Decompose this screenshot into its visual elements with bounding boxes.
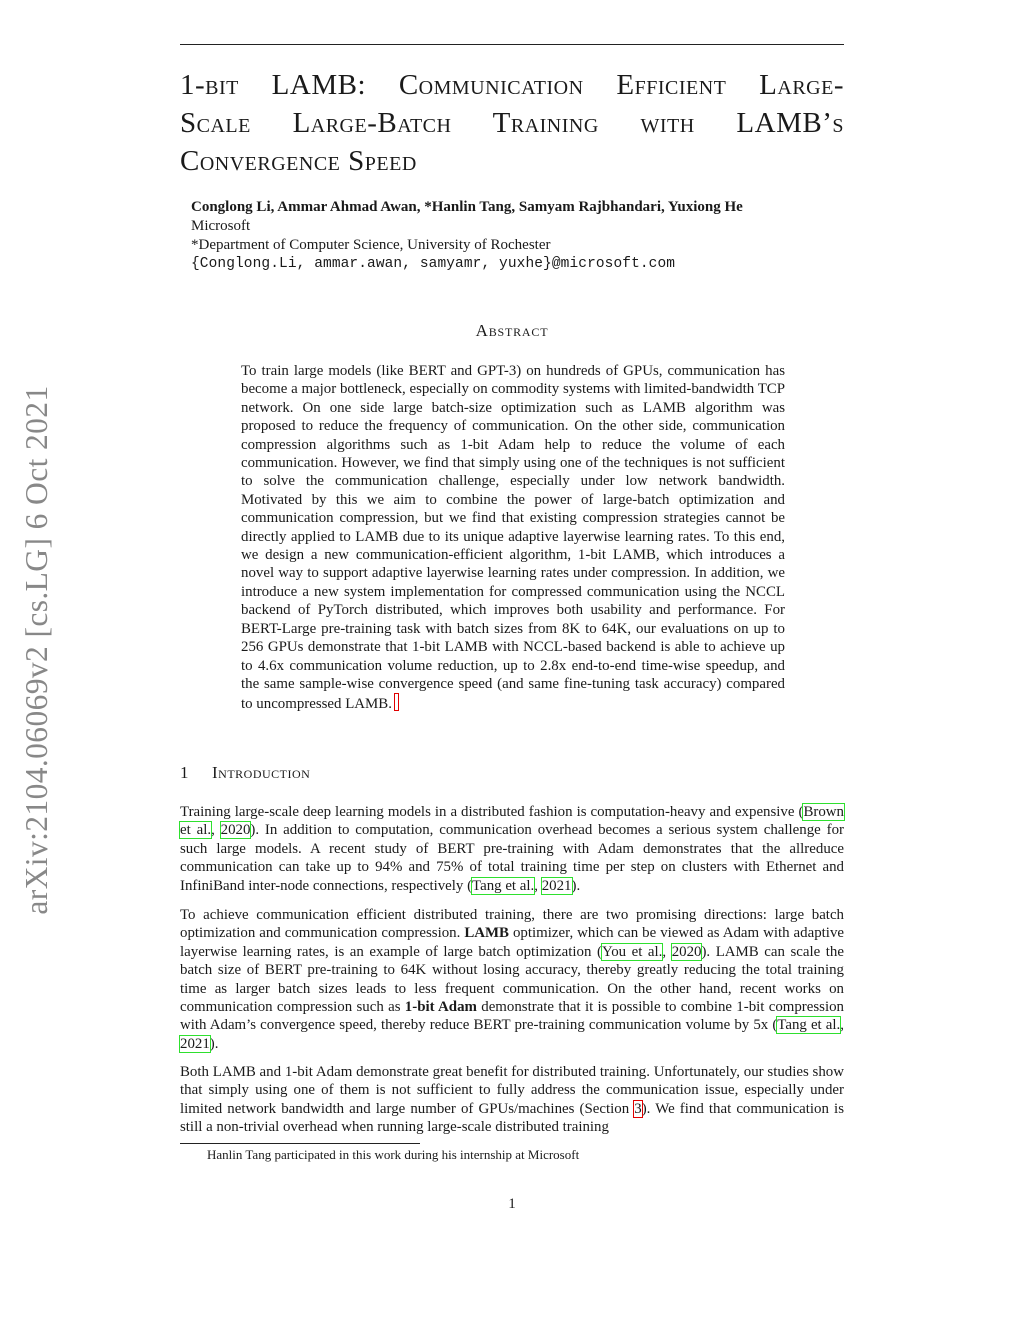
citation-link[interactable]: You et al. — [601, 943, 663, 960]
intro-paragraph-3 — [180, 1063, 844, 1137]
title-line-3: Convergence Speed — [180, 145, 417, 177]
text-run: optimizer, which can be viewed as Adam with adaptive layerwise learning rates, is an example of large batch optimization ( — [180, 925, 844, 960]
citation-link[interactable]: Tang et al. — [472, 877, 535, 894]
text-run: Both LAMB and 1-bit Adam demonstrate great benefit for distributed training. Unfortunately, our studies show that simply using one of them is not sufficient to fully address the communication issue, especially under limited network bandwidth and large number of GPUs/machines (Section — [180, 1064, 844, 1117]
text-run: ). — [209, 1035, 219, 1052]
text-run: ). We find that communication is still a non-trivial overhead when running large-scale distributed training — [180, 1100, 844, 1136]
top-rule — [180, 44, 844, 45]
text-run: ). In addition to computation, communication overhead becomes a serious system challenge for such large models. A recent study of BERT pre-training with Adam demonstrates that the allreduce communication can take up to 94% and 75% of total training time per step on clusters with Ethernet and InfiniBand inter-node connections, respectively ( — [180, 822, 844, 894]
section-reference-link[interactable]: 3 — [634, 1100, 642, 1117]
citation-link[interactable]: 2020 — [220, 822, 251, 839]
section-heading-introduction — [180, 763, 310, 783]
intro-paragraph-2 — [180, 906, 844, 1053]
paper-title — [180, 66, 844, 180]
bold-term: LAMB — [464, 925, 509, 942]
abstract-text: To train large models (like BERT and GPT-3) on hundreds of GPUs, communication has become a major bottleneck, especially on commodity systems with limited-bandwidth TCP network. On one side large batch-size optimization such as LAMB algorithm was proposed to reduce the frequency of communication. On the other side, communication compression algorithms such as 1-bit Adam help to reduce the volume of each communication. However, we find that simply using one of the techniques is not sufficient to solve the communication challenge, especially under low network bandwidth. Motivated by this we aim to combine the power of large-batch optimization and communication compression, but we find that existing compression strategies cannot be directly applied to LAMB due to its unique adaptive layerwise learning rates. To this end, we design a new communication-efficient algorithm, 1-bit LAMB, which introduces a novel way to support adaptive layerwise learning rates under compression. In addition, we introduce a new system implementation for compressed communication using the NCCL backend of PyTorch distributed, which improves both usability and performance. For BERT-Large pre-training task with batch sizes from 8K to 64K, our evaluations on up to 256 GPUs demonstrate that 1-bit LAMB with NCCL-based backend is able to achieve up to 4.6x communication volume reduction, up to 2.8x end-to-end time-wise speedup, and the same sample-wise convergence speed (and same fine-tuning task accuracy) compared to uncompressed LAMB. — [241, 363, 785, 713]
intro-paragraph-1 — [180, 803, 844, 895]
title-line-1: 1-bit LAMB: Communication Efficient Large- — [180, 69, 844, 101]
affiliation-rochester: *Department of Computer Science, University of Rochester — [191, 237, 551, 253]
section-number: 1 — [180, 763, 189, 782]
citation-link[interactable]: 2021 — [180, 1035, 210, 1052]
footnote: Hanlin Tang participated in this work during his internship at Microsoft — [207, 1147, 580, 1162]
text-run: , — [840, 1017, 844, 1034]
text-run: , — [534, 877, 542, 894]
abstract-body — [241, 362, 785, 714]
author-block — [191, 198, 743, 274]
text-run: , — [211, 822, 221, 839]
page-number: 1 — [508, 1196, 516, 1212]
citation-link[interactable]: 2021 — [541, 877, 572, 894]
text-run: ). LAMB can scale the batch size of BERT pre-training to 64K without losing accuracy, thereby greatly reducing the total training time as larger batch sizes leads to less frequent communication. On the other hand, recent works on communication compression such as — [180, 943, 844, 1016]
arxiv-stamp — [8, 370, 66, 930]
text-run: To achieve communication efficient distributed training, there are two promising directions: large batch optimization and communication compression. — [180, 907, 844, 942]
citation-link[interactable]: Tang et al. — [777, 1017, 841, 1034]
citation-link[interactable]: Brown et al. — [180, 804, 844, 839]
bold-term: 1-bit Adam — [404, 999, 477, 1016]
text-run: ). — [571, 877, 581, 894]
author-names: Conglong Li, Ammar Ahmad Awan, *Hanlin Tang, Samyam Rajbhandari, Yuxiong He — [191, 199, 743, 215]
arxiv-stamp-text: arXiv:2104.06069v2 [cs.LG] 6 Oct 2021 — [19, 385, 54, 915]
text-run: demonstrate that it is possible to combine 1-bit compression with Adam’s convergence speed, thereby reduce BERT pre-training communication volume by 5x ( — [180, 999, 844, 1034]
title-line-2: Scale Large-Batch Training with LAMB’s — [180, 107, 844, 139]
text-run: , — [662, 943, 672, 960]
text-run: Training large-scale deep learning models in a distributed fashion is computation-heavy and expensive ( — [180, 804, 804, 820]
abstract-heading: Abstract — [475, 321, 549, 340]
footnote-marker-link[interactable] — [394, 693, 399, 711]
affiliation-microsoft: Microsoft — [191, 218, 251, 234]
section-title: Introduction — [212, 763, 311, 782]
author-emails: {Conglong.Li, ammar.awan, samyamr, yuxhe}@microsoft.com — [191, 256, 676, 272]
citation-link[interactable]: 2020 — [671, 943, 702, 960]
footnote-rule — [180, 1143, 420, 1144]
